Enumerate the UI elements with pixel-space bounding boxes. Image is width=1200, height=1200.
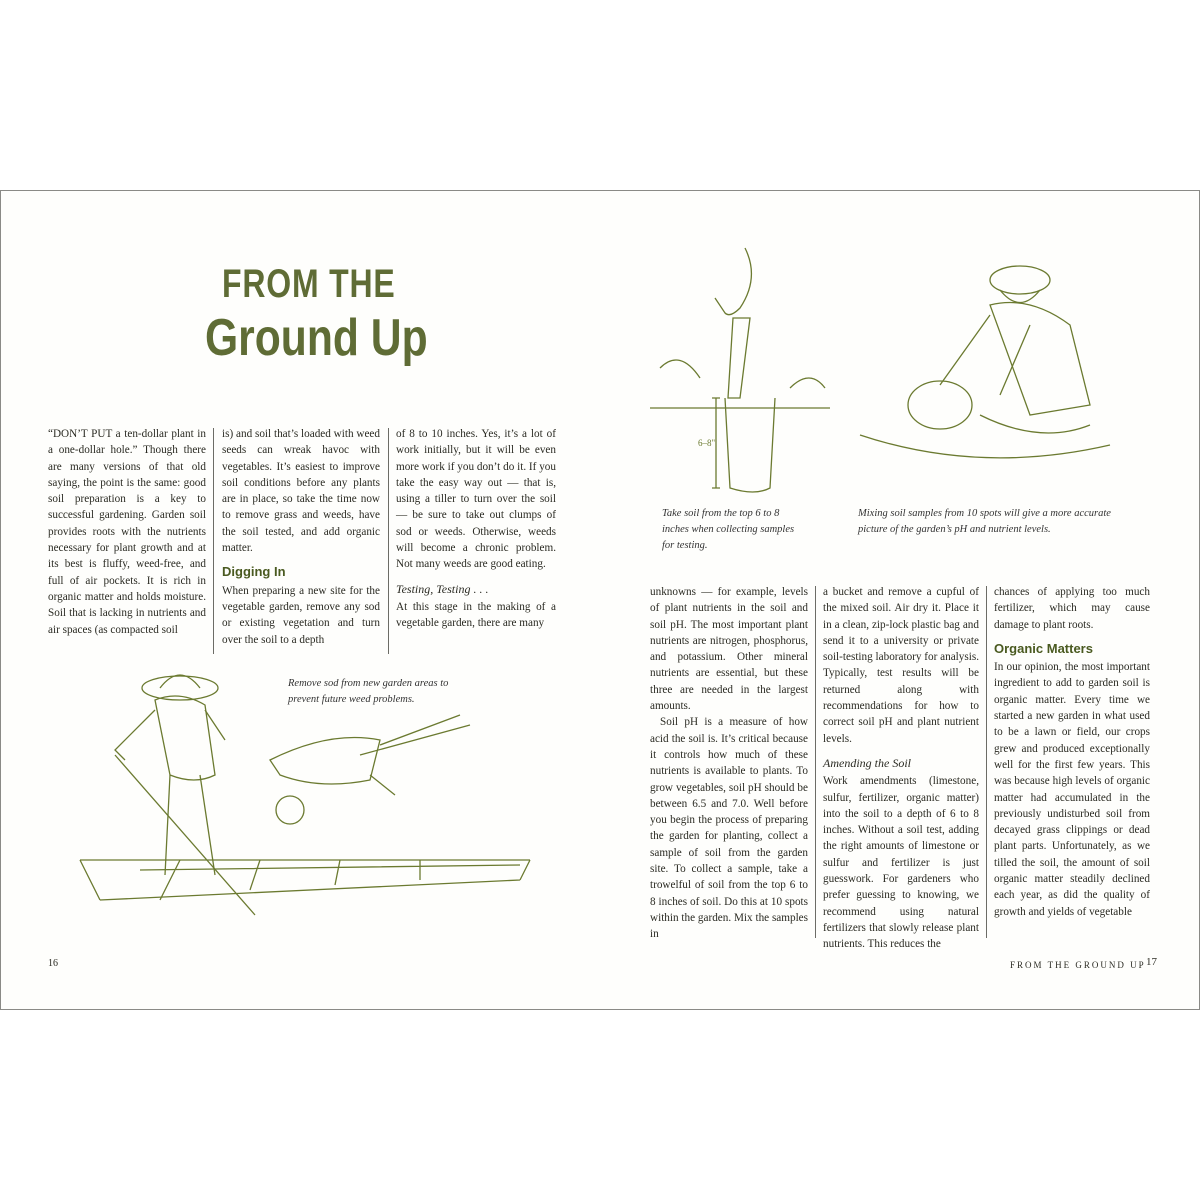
paragraph: of 8 to 10 inches. Yes, it’s a lot of work initially, but it will be even more work if you don’t do it. If you take the easy way out — that is, using a tiller to turn over the soil — be sure to take out clumps of sod or weeds. Otherwise, weeds will become a chronic problem. Not many weeds are good eating.	[396, 428, 556, 571]
column-divider	[986, 586, 987, 938]
illustration-gardener-digging	[60, 660, 540, 930]
caption-trowel: Take soil from the top 6 to 8 inches when collecting samples for testing.	[662, 508, 795, 551]
page-number-left: 16	[48, 958, 58, 969]
column-divider	[815, 586, 816, 938]
heading-organic-matters: Organic Matters	[994, 640, 1093, 656]
intro-paragraph: “DON’T PUT a ten-dollar plant in a one-dollar hole.” Though there are many versions of that old saying, the point is the same: good soil preparation is a key to successful gardening. Garden soil provides roots with the nutrients necessary for plant growth and at its best is fluffy, weed-free, and full of air pockets. It is rich in organic matter and holds moisture. Soil that is lacking in nutrients and air spaces (as compacted soil	[48, 428, 206, 636]
column-divider	[388, 428, 389, 654]
paragraph: At this stage in the making of a vegetable garden, there are many	[396, 600, 556, 630]
paragraph: In our opinion, the most important ingredient to add to garden soil is organic matter. Every time we started a new garden in what used to be a lawn or field, our crops grew and produced exceptionally well for the first few years. This was because high levels of organic matter had accumulated in the previously undisturbed soil from decayed grass clippings or dead plant parts. Unfortunately, as we tilled the soil, the amount of soil organic matter steadily declined each year, as did the quality of growth and yields of vegetable	[994, 661, 1150, 918]
left-column-1	[48, 426, 206, 656]
heading-amending: Amending the Soil	[823, 755, 911, 770]
column-divider	[213, 428, 214, 654]
paragraph: Soil pH is a measure of how acid the soil is. It’s critical because it controls how much of these nutrients is available to plants. To grow vegetables, soil pH should be between 6.5 and 7.0. Well before you begin the process of preparing the garden for planting, collect a sample of soil from the garden site. To collect a sample, take a trowelful of soil from the top 6 to 8 inches of soil. Do this at 10 spots within the garden. Mix the samples in	[650, 716, 808, 941]
illustration-mixing-soil	[860, 255, 1120, 495]
paragraph: a bucket and remove a cupful of the mixed soil. Air dry it. Place it in a clean, zip-lock plastic bag and send it to a university or private soil-testing laboratory for analysis. Typically, test results will be returned along with recommendations for how to correct soil pH and plant nutrient levels.	[823, 586, 979, 745]
left-column-3	[396, 426, 556, 656]
right-column-1	[650, 584, 808, 940]
heading-digging-in: Digging In	[222, 564, 286, 580]
paragraph: unknowns — for example, levels of plant nutrients in the soil and soil pH. The most important plant nutrients are nitrogen, phosphorus, and potassium. Other mineral nutrients are essential, but these three are needed in the largest amounts.	[650, 586, 808, 713]
paragraph: is) and soil that’s loaded with weed seeds can wreak havoc with vegetables. It’s easiest to improve soil conditions before any plants are in place, so take the time now to remove grass and weeds, have the soil tested, and add organic matter.	[222, 428, 380, 555]
left-column-2	[222, 426, 380, 656]
paragraph: Work amendments (limestone, sulfur, fertilizer, organic matter) into the soil to a depth of 6 to 8 inches. Without a soil test, adding the right amounts of limestone or sulfur and fertilizer is just guesswork. For gardeners who prefer guessing to knowing, we recommend using natural fertilizers that slowly release plant nutrients. This reduces the	[823, 775, 979, 951]
right-column-2	[823, 584, 979, 951]
right-column-3	[994, 584, 1150, 940]
illustration-trowel-sample	[650, 248, 830, 503]
caption-digging: Remove sod from new garden areas to prevent future weed problems.	[288, 678, 449, 705]
running-footer: FROM THE GROUND UP	[1010, 960, 1146, 970]
title-line-1: FROM THE	[222, 262, 396, 306]
heading-testing: Testing, Testing . . .	[396, 581, 489, 596]
caption-mixing: Mixing soil samples from 10 spots will give a more accurate picture of the garden’s pH and nutrient levels.	[858, 508, 1111, 535]
paragraph: When preparing a new site for the vegetable garden, remove any sod or existing vegetation and turn over the soil to a depth	[222, 584, 380, 646]
measure-label: 6–8"	[698, 438, 716, 448]
title-line-2: Ground Up	[205, 309, 428, 367]
paragraph: chances of applying too much fertilizer, which may cause damage to plant roots.	[994, 586, 1150, 631]
page-number-right: 17	[1146, 956, 1157, 968]
